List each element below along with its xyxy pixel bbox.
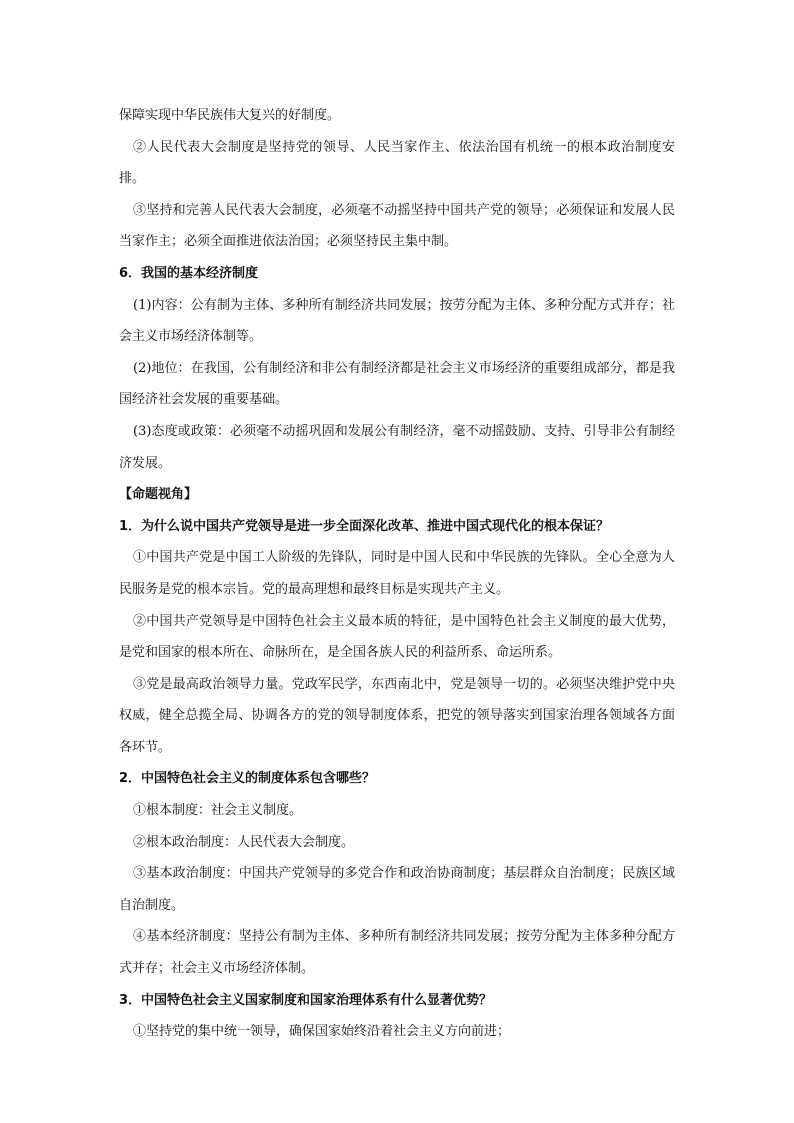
section-heading: 【命题视角】 xyxy=(119,487,198,503)
paragraph: ①根本制度：社会主义制度。 xyxy=(133,803,303,819)
paragraph: (2)地位：在我国，公有制经济和非公有制经济都是社会主义市场经济的重要组成部分，都是我国经济社会发展的重要基础。 xyxy=(119,360,675,408)
paragraph: ②中国共产党领导是中国特色社会主义最本质的特征，是中国特色社会主义制度的最大优势，是党和国家的根本所在、命脉所在，是全国各族人民的利益所系、命运所系。 xyxy=(119,613,675,661)
paragraph: ②人民代表大会制度是坚持党的领导、人民当家作主、依法治国有机统一的根本政治制度安排。 xyxy=(119,139,675,187)
paragraph: (3)态度或政策：必须毫不动摇巩固和发展公有制经济，毫不动摇鼓励、支持、引导非公有制经济发展。 xyxy=(119,423,675,471)
question-heading: 2．中国特色社会主义的制度体系包含哪些？ xyxy=(119,771,376,787)
section-heading: 6．我国的基本经济制度 xyxy=(119,265,259,281)
paragraph: ④基本经济制度：坚持公有制为主体、多种所有制经济共同发展；按劳分配为主体多种分配方式并存；社会主义市场经济体制。 xyxy=(119,929,675,977)
paragraph: 保障实现中华民族伟大复兴的好制度。 xyxy=(119,108,341,123)
paragraph: ①坚持党的集中统一领导，确保国家始终沿着社会主义方向前进； xyxy=(133,1024,511,1040)
paragraph: ①中国共产党是中国工人阶级的先锋队，同时是中国人民和中华民族的先锋队。全心全意为人民服务是党的根本宗旨。党的最高理想和最终目标是实现共产主义。 xyxy=(119,550,675,597)
paragraph: (1)内容：公有制为主体、多种所有制经济共同发展；按劳分配为主体、多种分配方式并存；社会主义市场经济体制等。 xyxy=(119,297,675,345)
question-heading: 1．为什么说中国共产党领导是进一步全面深化改革、推进中国式现代化的根本保证？ xyxy=(119,518,610,534)
paragraph: ③坚持和完善人民代表大会制度，必须毫不动摇坚持中国共产党的领导；必须保证和发展人民当家作主；必须全面推进依法治国；必须坚持民主集中制。 xyxy=(119,202,675,250)
question-heading: 3．中国特色社会主义国家制度和国家治理体系有什么显著优势？ xyxy=(119,992,493,1008)
paragraph: ③党是最高政治领导力量。党政军民学，东西南北中，党是领导一切的。必须坚决维护党中央权威，健全总揽全局、协调各方的党的领导制度体系，把党的领导落实到国家治理各领域各方面各环节。 xyxy=(119,676,675,755)
paragraph: ②根本政治制度：人民代表大会制度。 xyxy=(133,834,355,850)
document-body xyxy=(119,100,675,1048)
paragraph: ③基本政治制度：中国共产党领导的多党合作和政治协商制度；基层群众自治制度；民族区域自治制度。 xyxy=(119,866,675,913)
